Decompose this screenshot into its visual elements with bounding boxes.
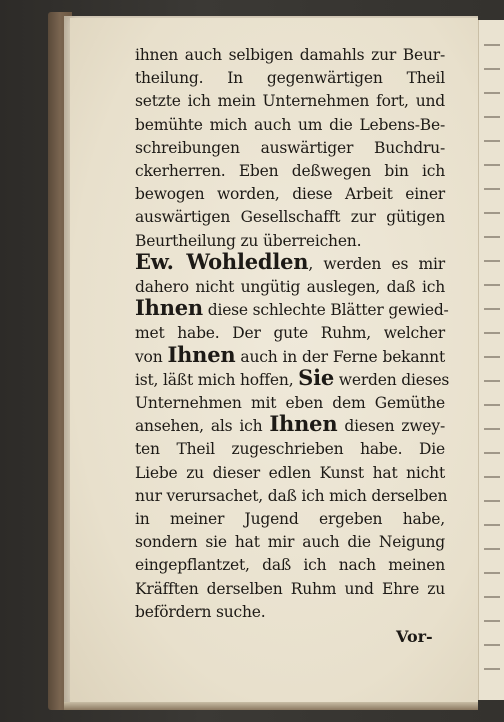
emphasized-pronoun: Ihnen: [167, 341, 236, 367]
emphasized-pronoun: Ihnen: [135, 295, 203, 321]
text-run: Unternehmen mit eben dem Gemüthe: [135, 394, 445, 413]
text-line: [135, 554, 445, 577]
text-line: [135, 364, 450, 392]
text-run: in meiner Jugend ergeben habe,: [135, 510, 445, 529]
text-line: [135, 411, 445, 438]
text-run: auch in der Ferne bekannt: [235, 347, 445, 366]
catchword: Vor-: [396, 627, 433, 646]
text-line: [135, 485, 448, 508]
text-line: [135, 160, 445, 183]
text-run: Liebe zu dieser edlen Kunst hat nicht: [135, 463, 445, 482]
text-run: ist, läßt mich hoffen,: [135, 370, 299, 389]
page-bottom-edge: [64, 702, 478, 710]
text-run: befördern suche.: [135, 602, 266, 621]
text-run: diese schlechte Blätter gewied-: [203, 301, 449, 320]
body-text: [135, 44, 450, 624]
text-line: [135, 508, 445, 531]
text-line: [135, 341, 445, 369]
text-line: [135, 295, 449, 322]
text-run: setzte ich mein Unternehmen fort, und: [135, 92, 445, 111]
text-run: diesen zwey-: [337, 417, 445, 436]
emphasized-address: Ew. Wohledlen: [135, 248, 309, 274]
emphasized-pronoun: Ihnen: [269, 411, 338, 437]
text-line: [135, 137, 445, 160]
text-line: [135, 206, 445, 229]
text-line: [135, 578, 445, 601]
text-line: [135, 531, 445, 554]
text-run: ansehen, als ich: [135, 417, 270, 436]
text-run: bewogen worden, diese Arbeit einer: [135, 185, 445, 204]
text-run: Beurtheilung zu überreichen.: [135, 231, 362, 250]
text-run: auswärtigen Gesellschafft zur gütigen: [135, 208, 445, 227]
text-run: met habe. Der gute Ruhm, welcher: [135, 324, 445, 343]
facing-page-text-fragment: [484, 30, 500, 690]
text-run: schreibungen auswärtiger Buchdru-: [135, 138, 445, 157]
text-run: ihnen auch selbigen damahls zur Beur-: [135, 46, 445, 64]
text-run: Kräfften derselben Ruhm und Ehre zu: [135, 579, 445, 598]
text-line: [135, 183, 445, 206]
text-run: , werden es mir: [308, 254, 445, 273]
text-run: dahero nicht ungütig auslegen, daß ich: [135, 278, 445, 297]
text-line: [135, 114, 445, 137]
text-line: [135, 462, 445, 485]
text-line: [135, 67, 445, 90]
text-run: ten Theil zugeschrieben habe. Die: [135, 440, 445, 459]
text-run: nur verursachet, daß ich mich derselben: [135, 486, 448, 505]
emphasized-pronoun: Sie: [298, 364, 335, 390]
text-line: [135, 601, 445, 624]
text-line: [135, 438, 445, 461]
text-run: ckerherren. Eben deßwegen bin ich: [135, 162, 445, 181]
text-line: [135, 90, 445, 113]
text-line: [135, 44, 445, 67]
text-line: [135, 248, 445, 276]
text-run: bemühte mich auch um die Lebens-Be-: [135, 115, 445, 134]
text-run: theilung. In gegenwärtigen Theil: [135, 69, 445, 88]
text-run: werden dieses: [334, 370, 450, 389]
text-run: sondern sie hat mir auch die Neigung: [135, 533, 445, 552]
text-run: eingepflantzet, daß ich nach meinen: [135, 556, 445, 575]
text-run: von: [135, 347, 168, 366]
